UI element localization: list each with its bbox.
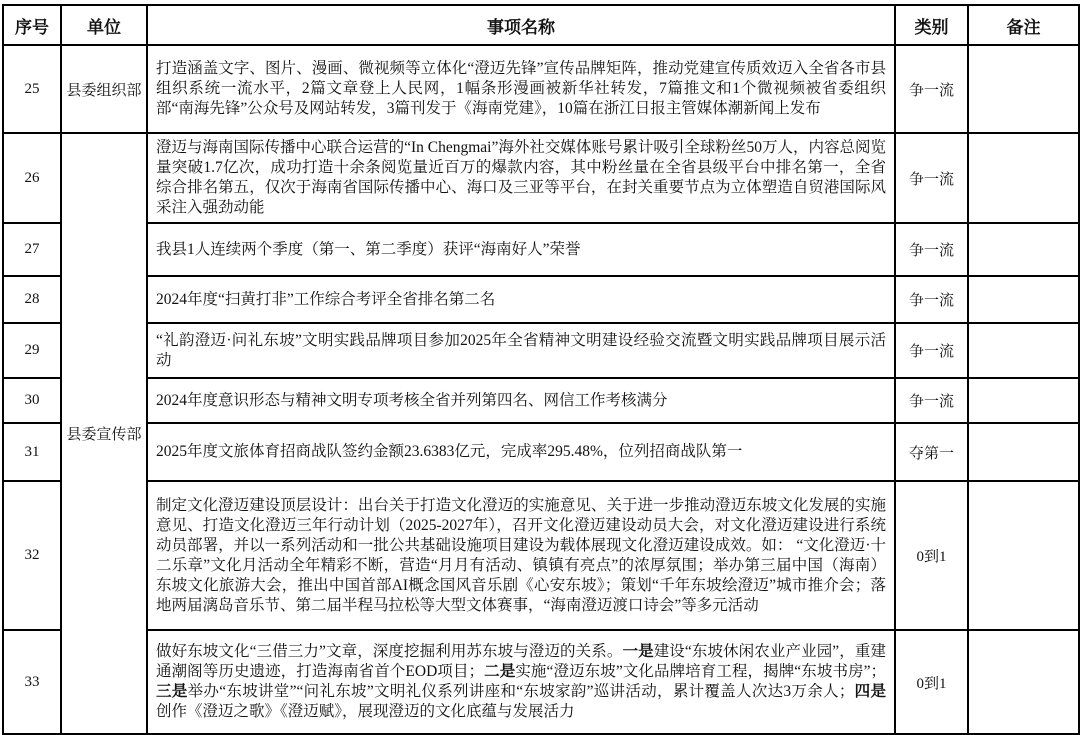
row-number-cell: 27 xyxy=(3,223,61,276)
remark-cell xyxy=(968,481,1079,630)
column-header-no: 序号 xyxy=(3,5,61,45)
category-cell: 0到1 xyxy=(895,630,968,734)
column-header-remark: 备注 xyxy=(968,5,1079,45)
remark-cell xyxy=(968,378,1079,423)
item-name-cell: 我县1人连续两个季度（第一、第二季度）获评“海南好人”荣誉 xyxy=(147,223,895,276)
remark-cell xyxy=(968,133,1079,223)
row-number-cell: 31 xyxy=(3,423,61,481)
category-cell: 争一流 xyxy=(895,378,968,423)
category-cell: 夺第一 xyxy=(895,423,968,481)
item-name-cell: “礼韵澄迈·问礼东坡”文明实践品牌项目参加2025年全省精神文明建设经验交流暨文明实践品牌项目展示活动 xyxy=(147,323,895,378)
remark-cell xyxy=(968,630,1079,734)
table-row xyxy=(3,133,1079,223)
table-row xyxy=(3,481,1079,630)
column-header-category: 类别 xyxy=(895,5,968,45)
remark-cell xyxy=(968,423,1079,481)
unit-cell: 县委组织部 xyxy=(61,45,147,133)
table-row xyxy=(3,223,1079,276)
table-row xyxy=(3,423,1079,481)
category-cell: 0到1 xyxy=(895,481,968,630)
item-name-cell: 2024年度意识形态与精神文明专项考核全省并列第四名、网信工作考核满分 xyxy=(147,378,895,423)
item-name-cell: 打造涵盖文字、图片、漫画、微视频等立体化“澄迈先锋”宣传品牌矩阵，推动党建宣传质效迈入全省各市县组织系统一流水平，2篇文章登上人民网，1幅条形漫画被新华社转发，7篇推文和1个微视频被省委组织部“南海先锋”公众号及网站转发，3篇刊发于《海南党建》，10篇在浙江日报主管媒体潮新闻上发布 xyxy=(147,45,895,133)
category-cell: 争一流 xyxy=(895,323,968,378)
table-row xyxy=(3,630,1079,734)
item-name-cell: 2025年度文旅体育招商战队签约金额23.6383亿元，完成率295.48%，位列招商战队第一 xyxy=(147,423,895,481)
table-row xyxy=(3,323,1079,378)
column-header-item: 事项名称 xyxy=(147,5,895,45)
row-number-cell: 28 xyxy=(3,276,61,323)
table-row xyxy=(3,45,1079,133)
row-number-cell: 29 xyxy=(3,323,61,378)
unit-cell: 县委宣传部 xyxy=(61,133,147,734)
remark-cell xyxy=(968,45,1079,133)
category-cell: 争一流 xyxy=(895,133,968,223)
table-body xyxy=(3,45,1079,734)
row-number-cell: 25 xyxy=(3,45,61,133)
column-header-unit: 单位 xyxy=(61,5,147,45)
category-cell: 争一流 xyxy=(895,276,968,323)
row-number-cell: 32 xyxy=(3,481,61,630)
item-name-cell: 2024年度“扫黄打非”工作综合考评全省排名第二名 xyxy=(147,276,895,323)
item-name-cell: 制定文化澄迈建设顶层设计：出台关于打造文化澄迈的实施意见、关于进一步推动澄迈东坡文化发展的实施意见、打造文化澄迈三年行动计划（2025-2027年），召开文化澄迈建设动员大会，对文化澄迈建设进行系统动员部署，并以一系列活动和一批公共基础设施项目建设为载体展现文化澄迈建设成效。如： “文化澄迈·十二乐章”文化月活动全年精彩不断，营造“月月有活动、镇镇有亮点”的浓厚氛围；举办第三届中国（海南）东坡文化旅游大会，推出中国首部AI概念国风音乐剧《心安东坡》；策划“千年东坡绘澄迈”城市推介会；落地两届漓岛音乐节、第二届半程马拉松等大型文体赛事，“海南澄迈渡口诗会”等多元活动 xyxy=(147,481,895,630)
category-cell: 争一流 xyxy=(895,223,968,276)
category-cell: 争一流 xyxy=(895,45,968,133)
row-number-cell: 30 xyxy=(3,378,61,423)
table-row xyxy=(3,276,1079,323)
achievements-table xyxy=(2,4,1080,735)
remark-cell xyxy=(968,223,1079,276)
item-name-cell: 做好东坡文化“三借三力”文章，深度挖掘利用苏东坡与澄迈的关系。一是建设“东坡休闲农业产业园”，重建通潮阁等历史遗迹，打造海南省首个EOD项目；二是实施“澄迈东坡”文化品牌培育工程，揭牌“东坡书房”；三是举办“东坡讲堂”“问礼东坡”文明礼仪系列讲座和“东坡家韵”巡讲活动，累计覆盖人次达3万余人；四是创作《澄迈之歌》《澄迈赋》，展现澄迈的文化底蕴与发展活力 xyxy=(147,630,895,734)
remark-cell xyxy=(968,323,1079,378)
row-number-cell: 33 xyxy=(3,630,61,734)
item-name-cell: 澄迈与海南国际传播中心联合运营的“In Chengmai”海外社交媒体账号累计吸引全球粉丝50万人，内容总阅览量突破1.7亿次，成功打造十余条阅览量近百万的爆款内容，其中粉丝量在全省县级平台中排名第一，全省综合排名第五，仅次于海南省国际传播中心、海口及三亚等平台，在封关重要节点为立体塑造自贸港国际风采注入强劲动能 xyxy=(147,133,895,223)
table-row xyxy=(3,378,1079,423)
table-header-row xyxy=(3,5,1079,45)
remark-cell xyxy=(968,276,1079,323)
row-number-cell: 26 xyxy=(3,133,61,223)
